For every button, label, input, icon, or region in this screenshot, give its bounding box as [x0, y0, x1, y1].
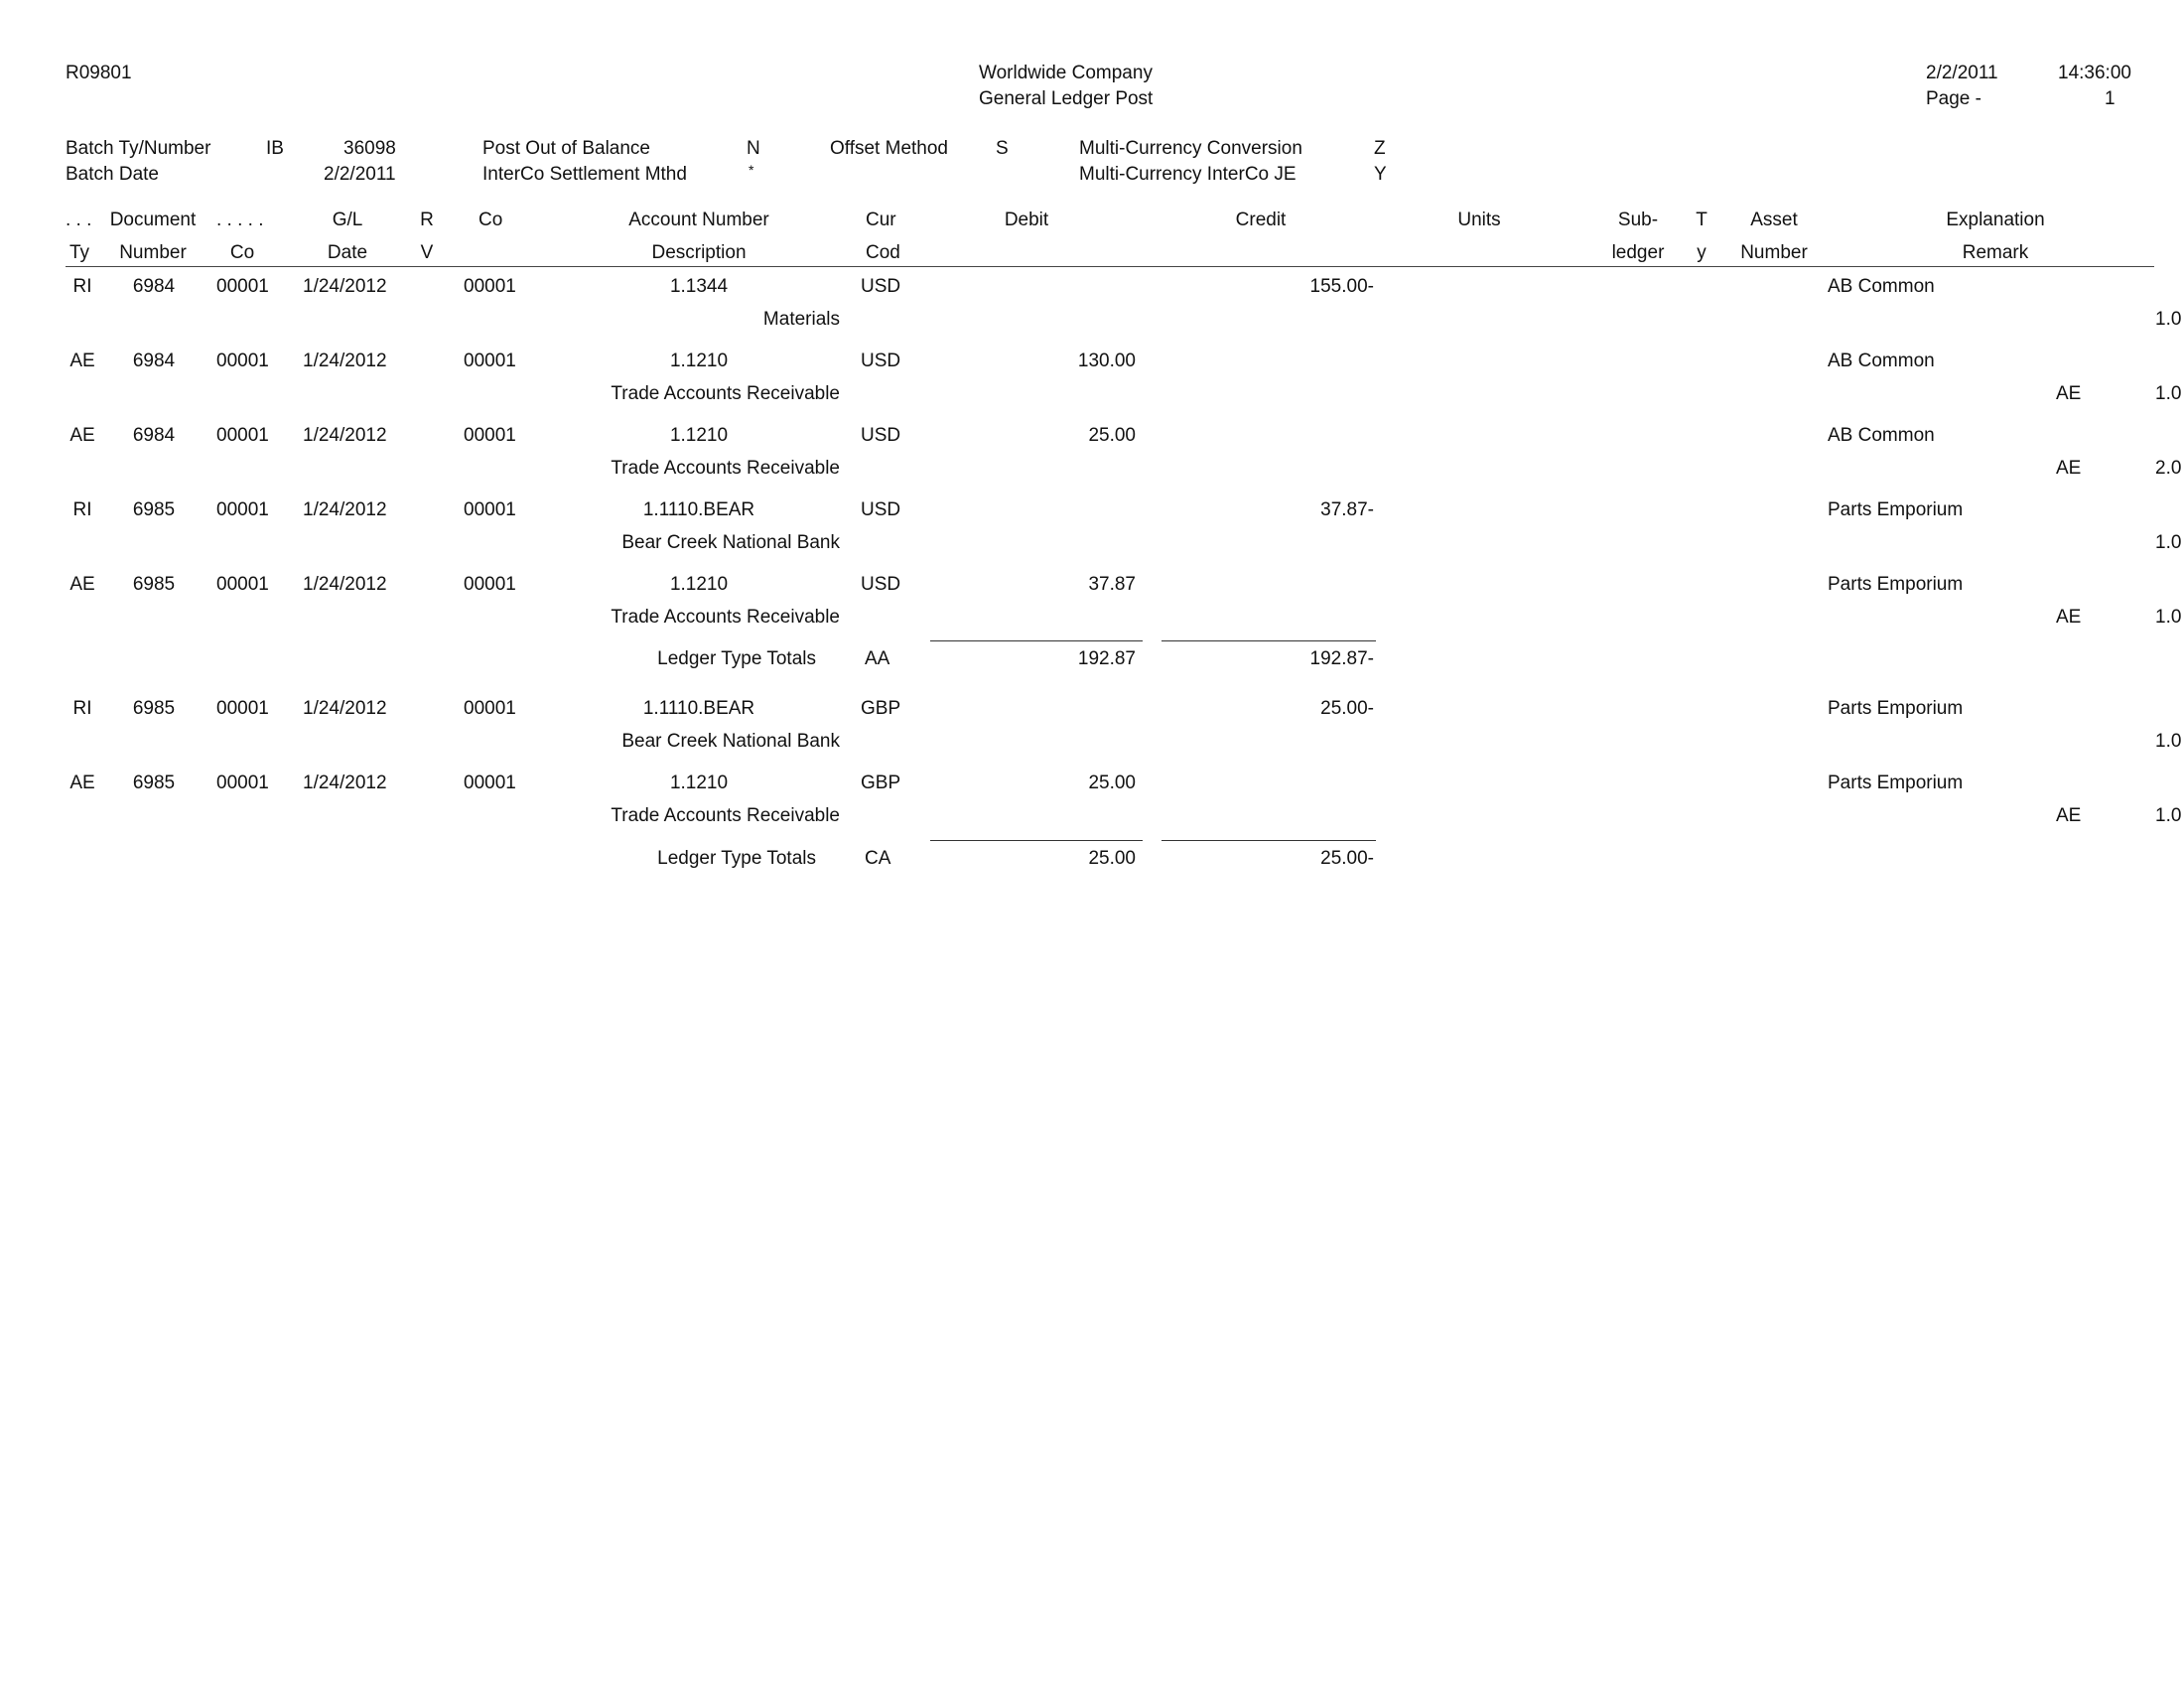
report-date: 2/2/2011: [1926, 63, 1998, 83]
company-name: Worldwide Company: [979, 63, 1153, 83]
col-rv-v: V: [420, 242, 434, 263]
totals-debit: 25.00: [1088, 848, 1136, 869]
multi-currency-interco-value: Y: [1374, 164, 1387, 185]
entry-gl-date: 1/24/2012: [303, 351, 387, 371]
entry-line-number: 1.0: [2155, 383, 2182, 404]
entry-explanation: Parts Emporium: [1828, 499, 1964, 520]
entry-ty: RI: [72, 698, 92, 719]
entry-account-number: 1.1210: [669, 574, 729, 595]
entry-co2: 00001: [464, 425, 516, 446]
multi-currency-conversion-label: Multi-Currency Conversion: [1079, 138, 1302, 159]
report-id: R09801: [66, 63, 132, 83]
entry-credit: 155.00-: [1309, 276, 1374, 297]
entry-co2: 00001: [464, 499, 516, 520]
entry-co: 00001: [216, 276, 269, 297]
entry-gl-date: 1/24/2012: [303, 499, 387, 520]
entry-co2: 00001: [464, 351, 516, 371]
batch-type: IB: [266, 138, 284, 159]
entry-explanation: AB Common: [1828, 425, 1935, 446]
entry-credit: 37.87-: [1320, 499, 1374, 520]
header-rule: [66, 266, 2154, 267]
entry-explanation: Parts Emporium: [1828, 698, 1964, 719]
entry-line-number: 1.0: [2155, 532, 2182, 553]
entry-description: Trade Accounts Receivable: [611, 383, 840, 404]
multi-currency-interco-label: Multi-Currency InterCo JE: [1079, 164, 1297, 185]
totals-ledger-type: AA: [865, 648, 890, 669]
totals-ledger-type: CA: [865, 848, 891, 869]
entry-ty: AE: [69, 773, 95, 793]
entry-ty: AE: [69, 351, 95, 371]
col-cur: Cur: [866, 210, 896, 230]
entry-debit: 130.00: [1077, 351, 1136, 371]
col-document: Document: [109, 210, 197, 230]
col-co2: Co: [478, 210, 503, 230]
totals-label: Ledger Type Totals: [657, 648, 816, 669]
col-units: Units: [1457, 210, 1501, 230]
entry-description: Bear Creek National Bank: [621, 731, 840, 752]
entry-doc-number: 6985: [132, 499, 176, 520]
entry-co2: 00001: [464, 773, 516, 793]
entry-co: 00001: [216, 351, 269, 371]
col-co-dots: . . . . .: [216, 210, 264, 230]
entry-gl-date: 1/24/2012: [303, 276, 387, 297]
debit-total-rule: [930, 840, 1143, 841]
totals-debit: 192.87: [1077, 648, 1136, 669]
entry-ty: AE: [69, 425, 95, 446]
post-out-of-balance-value: N: [747, 138, 760, 159]
entry-co2: 00001: [464, 276, 516, 297]
entry-co2: 00001: [464, 574, 516, 595]
credit-total-rule: [1161, 640, 1376, 641]
entry-doc-number: 6985: [132, 574, 176, 595]
page-number: 1: [2105, 88, 2116, 109]
entry-description: Trade Accounts Receivable: [611, 458, 840, 479]
col-subledger-top: Sub-: [1617, 210, 1659, 230]
debit-total-rule: [930, 640, 1143, 641]
entry-currency: GBP: [861, 773, 901, 793]
entry-ledger-type: AE: [2056, 805, 2082, 826]
entry-line-number: 1.0: [2155, 309, 2182, 330]
entry-co: 00001: [216, 574, 269, 595]
entry-gl-date: 1/24/2012: [303, 574, 387, 595]
batch-date-label: Batch Date: [66, 164, 159, 185]
entry-co2: 00001: [464, 698, 516, 719]
entry-ledger-type: AE: [2056, 607, 2082, 628]
entry-ty: AE: [69, 574, 95, 595]
entry-description: Trade Accounts Receivable: [611, 607, 840, 628]
totals-credit: 25.00-: [1320, 848, 1374, 869]
col-subledger: ledger: [1611, 242, 1665, 263]
entry-co: 00001: [216, 698, 269, 719]
entry-account-number: 1.1110.BEAR: [642, 499, 755, 520]
entry-doc-number: 6984: [132, 351, 176, 371]
entry-doc-number: 6985: [132, 698, 176, 719]
entry-co: 00001: [216, 425, 269, 446]
totals-credit: 192.87-: [1309, 648, 1374, 669]
entry-gl-date: 1/24/2012: [303, 698, 387, 719]
totals-label: Ledger Type Totals: [657, 848, 816, 869]
entry-line-number: 1.0: [2155, 607, 2182, 628]
entry-currency: USD: [861, 425, 901, 446]
entry-doc-number: 6985: [132, 773, 176, 793]
entry-explanation: AB Common: [1828, 276, 1935, 297]
report-time: 14:36:00: [2058, 63, 2131, 83]
entry-explanation: AB Common: [1828, 351, 1935, 371]
col-gl-date: Date: [327, 242, 368, 263]
entry-co: 00001: [216, 773, 269, 793]
entry-ty: RI: [72, 499, 92, 520]
entry-description: Trade Accounts Receivable: [611, 805, 840, 826]
entry-line-number: 2.0: [2155, 458, 2182, 479]
batch-type-number-label: Batch Ty/Number: [66, 138, 211, 159]
batch-date: 2/2/2011: [324, 164, 396, 185]
entry-line-number: 1.0: [2155, 731, 2182, 752]
credit-total-rule: [1161, 840, 1376, 841]
entry-gl-date: 1/24/2012: [303, 425, 387, 446]
col-number: Number: [119, 242, 187, 263]
col-ty-y: y: [1697, 242, 1706, 263]
interco-settlement-value: *: [749, 162, 754, 178]
entry-debit: 25.00: [1088, 425, 1136, 446]
col-credit: Credit: [1235, 210, 1287, 230]
batch-number: 36098: [343, 138, 396, 159]
entry-description: Materials: [762, 309, 840, 330]
entry-explanation: Parts Emporium: [1828, 773, 1964, 793]
col-description: Description: [651, 242, 747, 263]
entry-explanation: Parts Emporium: [1828, 574, 1964, 595]
col-remark: Remark: [1962, 242, 2029, 263]
multi-currency-conversion-value: Z: [1374, 138, 1386, 159]
entry-co: 00001: [216, 499, 269, 520]
col-gl: G/L: [332, 210, 363, 230]
col-debit: Debit: [1004, 210, 1049, 230]
entry-doc-number: 6984: [132, 425, 176, 446]
col-account-number: Account Number: [628, 210, 769, 230]
entry-currency: USD: [861, 276, 901, 297]
entry-gl-date: 1/24/2012: [303, 773, 387, 793]
entry-description: Bear Creek National Bank: [621, 532, 840, 553]
entry-currency: USD: [861, 499, 901, 520]
entry-ledger-type: AE: [2056, 383, 2082, 404]
report-title: General Ledger Post: [979, 88, 1154, 109]
col-asset: Asset: [1750, 210, 1798, 230]
entry-line-number: 1.0: [2155, 805, 2182, 826]
entry-doc-number: 6984: [132, 276, 176, 297]
entry-currency: GBP: [861, 698, 901, 719]
entry-account-number: 1.1344: [669, 276, 729, 297]
entry-credit: 25.00-: [1320, 698, 1374, 719]
entry-ledger-type: AE: [2056, 458, 2082, 479]
col-ty: Ty: [69, 242, 90, 263]
col-asset-number: Number: [1740, 242, 1808, 263]
entry-currency: USD: [861, 574, 901, 595]
entry-account-number: 1.1210: [669, 773, 729, 793]
entry-debit: 37.87: [1088, 574, 1136, 595]
offset-method-value: S: [996, 138, 1009, 159]
entry-account-number: 1.1210: [669, 425, 729, 446]
entry-ty: RI: [72, 276, 92, 297]
interco-settlement-label: InterCo Settlement Mthd: [482, 164, 687, 185]
col-co: Co: [229, 242, 255, 263]
entry-account-number: 1.1110.BEAR: [642, 698, 755, 719]
page-label: Page -: [1926, 88, 1981, 109]
col-ty-dots: . . .: [66, 210, 92, 230]
col-rv-r: R: [420, 210, 434, 230]
offset-method-label: Offset Method: [830, 138, 948, 159]
post-out-of-balance-label: Post Out of Balance: [482, 138, 650, 159]
entry-debit: 25.00: [1088, 773, 1136, 793]
entry-account-number: 1.1210: [669, 351, 729, 371]
col-cod: Cod: [866, 242, 900, 263]
col-ty-t: T: [1696, 210, 1707, 230]
col-explanation: Explanation: [1946, 210, 2045, 230]
entry-currency: USD: [861, 351, 901, 371]
